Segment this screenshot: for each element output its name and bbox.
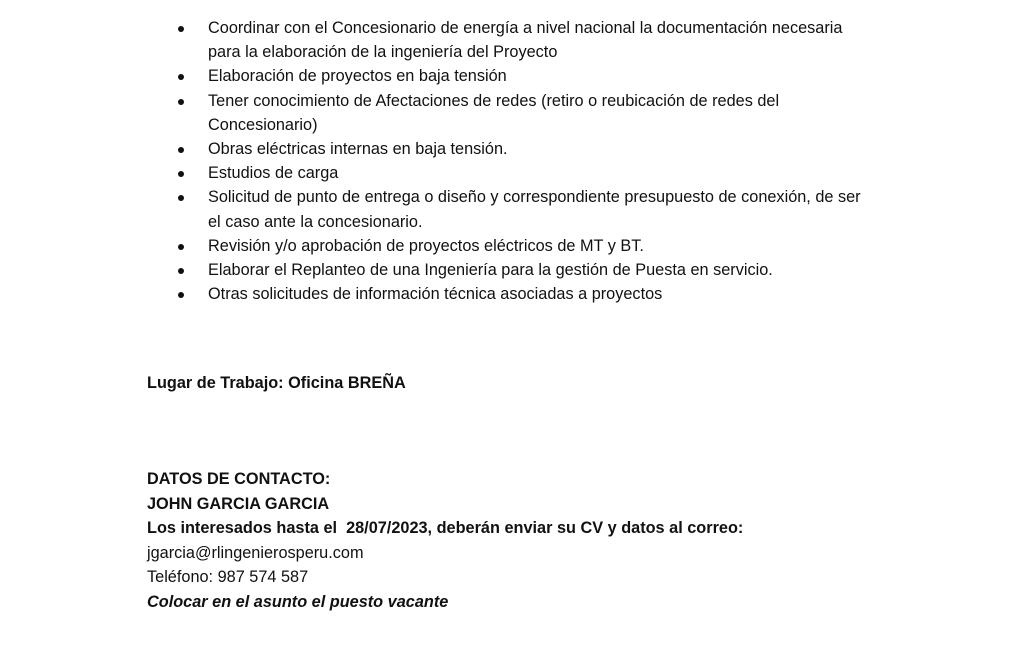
bullet-icon xyxy=(178,74,184,80)
list-item xyxy=(172,258,862,282)
list-item xyxy=(172,137,862,161)
subject-note: Colocar en el asunto el puesto vacante xyxy=(147,592,449,611)
contact-email[interactable]: jgarcia@rlingenierosperu.com xyxy=(147,543,364,562)
bullet-icon xyxy=(178,147,184,153)
bullet-icon xyxy=(178,26,184,32)
duty-text: Elaborar el Replanteo de una Ingeniería para la gestión de Puesta en servicio. xyxy=(208,261,773,280)
bullet-icon xyxy=(178,195,184,201)
bullet-icon xyxy=(178,171,184,177)
bullet-icon xyxy=(178,292,184,298)
duty-text: Obras eléctricas internas en baja tensión. xyxy=(208,140,508,159)
list-item xyxy=(172,282,862,306)
list-item xyxy=(172,161,862,185)
duty-text: Revisión y/o aprobación de proyectos eléctricos de MT y BT. xyxy=(208,236,644,255)
duty-text: Tener conocimiento de Afectaciones de redes (retiro o reubicación de redes del Concesionario) xyxy=(208,91,780,134)
duties-list xyxy=(172,16,862,306)
workplace-line: Lugar de Trabajo: Oficina BREÑA xyxy=(147,374,406,392)
list-item xyxy=(172,64,862,88)
contact-heading: DATOS DE CONTACTO: xyxy=(147,470,331,488)
contact-phone: Teléfono: 987 574 587 xyxy=(147,568,309,587)
list-item xyxy=(172,89,862,137)
list-item xyxy=(172,185,862,233)
list-item xyxy=(172,16,862,64)
duty-text: Solicitud de punto de entrega o diseño y correspondiente presupuesto de conexión, de ser el caso ante la concesionario. xyxy=(208,188,861,231)
list-item xyxy=(172,234,862,258)
contact-name: JOHN GARCIA GARCIA xyxy=(147,494,330,513)
application-deadline: Los interesados hasta el 28/07/2023, deberán enviar su CV y datos al correo: xyxy=(147,519,744,538)
duty-text: Estudios de carga xyxy=(208,164,339,183)
duty-text: Otras solicitudes de información técnica asociadas a proyectos xyxy=(208,285,663,304)
duty-text: Elaboración de proyectos en baja tensión xyxy=(208,67,507,86)
contact-section xyxy=(147,467,743,615)
bullet-icon xyxy=(178,244,184,250)
bullet-icon xyxy=(178,268,184,274)
duty-text: Coordinar con el Concesionario de energía a nivel nacional la documentación necesaria para la elaboración de la ingeniería del Proyecto xyxy=(208,19,843,62)
bullet-icon xyxy=(178,99,184,105)
